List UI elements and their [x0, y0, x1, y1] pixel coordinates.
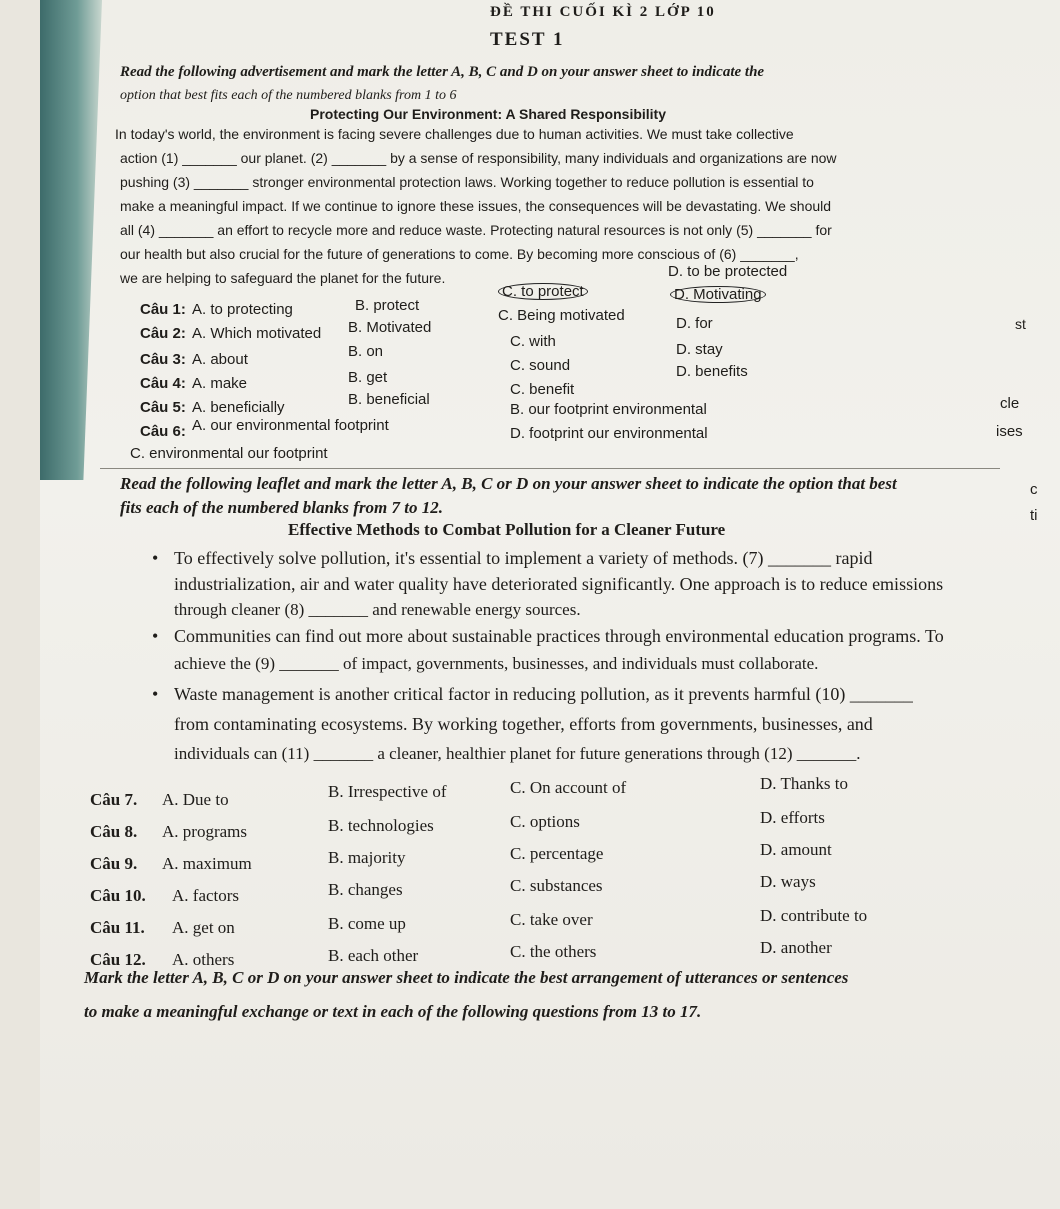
option-a[interactable]: A. get on	[172, 918, 235, 937]
option-c[interactable]: C. On account of	[510, 778, 627, 797]
option-d[interactable]: D. to be protected	[668, 263, 788, 280]
option-d[interactable]: D. benefits	[676, 363, 748, 380]
section2-instruction-line1: Read the following leaflet and mark the letter A, B, C or D on your answer sheet to indicate the option that best	[120, 474, 897, 493]
question-label: Câu 8.	[90, 822, 138, 841]
option-c[interactable]: C. take over	[510, 910, 593, 929]
option-b[interactable]: B. each other	[328, 946, 419, 965]
option-a[interactable]: A. factors	[172, 886, 240, 905]
passage2-line: • Communities can find out more about sustainable practices through environmental education programs. To	[174, 626, 944, 646]
passage1-line: In today's world, the environment is facing severe challenges due to human activities. We must take collective	[115, 126, 794, 142]
option-d[interactable]: D. stay	[676, 341, 723, 358]
exam-sheet	[40, 0, 1060, 1209]
margin-fragment: cle	[1000, 395, 1020, 412]
option-b[interactable]: B. our footprint environmental	[510, 401, 707, 418]
passage2-line: from contaminating ecosystems. By working together, efforts from governments, businesses, and	[174, 714, 873, 734]
option-d[interactable]: D. for	[676, 315, 713, 332]
option-b[interactable]: B. Irrespective of	[328, 782, 447, 801]
option-d[interactable]: D. another	[760, 938, 832, 957]
question-label: Câu 12.	[90, 950, 146, 969]
option-b[interactable]: B. get	[348, 369, 388, 386]
option-d[interactable]: D. footprint our environmental	[510, 425, 708, 442]
option-a[interactable]: A. Which motivated	[192, 325, 322, 342]
option-c[interactable]: C. options	[510, 812, 580, 831]
option-b[interactable]: B. beneficial	[348, 391, 430, 408]
question-label: Câu 11.	[90, 918, 145, 937]
passage2-line: through cleaner (8) _______ and renewable energy sources.	[174, 600, 581, 619]
question-label: Câu 1:	[140, 301, 186, 318]
section3-instruction-line2: to make a meaningful exchange or text in each of the following questions from 13 to 17.	[84, 1002, 702, 1021]
option-d[interactable]: D. amount	[760, 840, 832, 859]
option-c[interactable]: C. the others	[510, 942, 597, 961]
section3-instruction-line1: Mark the letter A, B, C or D on your answer sheet to indicate the best arrangement of utterances or sentences	[84, 968, 849, 987]
question-label: Câu 9.	[90, 854, 138, 873]
margin-fragment: ti	[1030, 507, 1038, 524]
section2-title: Effective Methods to Combat Pollution for a Cleaner Future	[288, 520, 726, 539]
passage1-line: all (4) _______ an effort to recycle more and reduce waste. Protecting natural resources is not only (5) _______ for	[120, 222, 832, 238]
option-b[interactable]: B. technologies	[328, 816, 434, 835]
passage2-line: achieve the (9) _______ of impact, governments, businesses, and individuals must collaborate.	[174, 654, 819, 673]
option-c[interactable]: C. Being motivated	[498, 307, 625, 324]
option-d[interactable]: D. ways	[760, 872, 816, 891]
question-label: Câu 10.	[90, 886, 146, 905]
option-c[interactable]: C. benefit	[510, 381, 575, 398]
margin-fragment: ises	[996, 423, 1023, 440]
option-d-circled[interactable]: D. Motivating	[670, 286, 766, 303]
option-b[interactable]: B. Motivated	[348, 319, 432, 336]
section1-instruction-line1: Read the following advertisement and mark the letter A, B, C and D on your answer sheet to indicate the	[120, 64, 765, 80]
test-label: TEST 1	[490, 29, 565, 50]
passage1-line: make a meaningful impact. If we continue to ignore these issues, the consequences will be devastating. We should	[120, 198, 832, 214]
option-c[interactable]: C. sound	[510, 357, 571, 374]
passage1-line: our health but also crucial for the future of generations to come. By becoming more conscious of (6) _______,	[120, 246, 799, 262]
background-poster	[40, 0, 102, 480]
margin-fragment: st	[1015, 316, 1026, 332]
option-a[interactable]: A. about	[192, 351, 248, 368]
option-a[interactable]: A. make	[192, 375, 248, 392]
option-d[interactable]: D. efforts	[760, 808, 825, 827]
passage1-line: pushing (3) _______ stronger environmental protection laws. Working together to reduce pollution is essential to	[120, 174, 814, 190]
section1-title: Protecting Our Environment: A Shared Responsibility	[310, 106, 667, 122]
passage2-line: • To effectively solve pollution, it's essential to implement a variety of methods. (7) _______ rapid	[174, 548, 873, 568]
question-label: Câu 4:	[140, 375, 186, 392]
option-a[interactable]: A. our environmental footprint	[192, 417, 389, 434]
option-b[interactable]: B. come up	[328, 914, 406, 933]
passage2-line: industrialization, air and water quality have deteriorated significantly. One approach is to reduce emissions	[174, 574, 944, 594]
option-d[interactable]: D. contribute to	[760, 906, 868, 925]
question-label: Câu 7.	[90, 790, 138, 809]
option-c[interactable]: C. with	[510, 333, 556, 350]
option-d[interactable]: D. Thanks to	[760, 774, 848, 793]
option-a[interactable]: A. others	[172, 950, 235, 969]
section2-instruction-line2: fits each of the numbered blanks from 7 to 12.	[120, 498, 444, 517]
option-b[interactable]: B. changes	[328, 880, 403, 899]
passage2-line: • Waste management is another critical factor in reducing pollution, as it prevents harmful (10) _______	[174, 684, 913, 704]
question-label: Câu 6:	[140, 423, 186, 440]
exam-title: ĐỀ THI CUỐI KÌ 2 LỚP 10	[490, 4, 716, 20]
divider	[100, 468, 1000, 469]
passage1-line: action (1) _______ our planet. (2) _______ by a sense of responsibility, many individuals and organizations are now	[120, 150, 837, 166]
question-label: Câu 3:	[140, 351, 186, 368]
option-c-circled[interactable]: C. to protect	[498, 283, 588, 300]
option-a[interactable]: A. Due to	[162, 790, 229, 809]
option-b[interactable]: B. protect	[355, 297, 420, 314]
question-label: Câu 2:	[140, 325, 186, 342]
option-a[interactable]: A. maximum	[162, 854, 252, 873]
option-a[interactable]: A. beneficially	[192, 399, 285, 416]
question-label: Câu 5:	[140, 399, 186, 416]
option-a[interactable]: A. programs	[162, 822, 247, 841]
option-a[interactable]: A. to protecting	[192, 301, 293, 318]
option-b[interactable]: B. majority	[328, 848, 406, 867]
option-c[interactable]: C. environmental our footprint	[130, 445, 328, 462]
option-c[interactable]: C. percentage	[510, 844, 604, 863]
margin-fragment: c	[1030, 481, 1038, 498]
option-b[interactable]: B. on	[348, 343, 384, 360]
option-c[interactable]: C. substances	[510, 876, 603, 895]
passage2-line: individuals can (11) _______ a cleaner, healthier planet for future generations through (12) _______.	[174, 744, 861, 763]
section1-instruction-line2: option that best fits each of the numbered blanks from 1 to 6	[120, 88, 457, 103]
passage1-line: we are helping to safeguard the planet for the future.	[120, 270, 446, 286]
